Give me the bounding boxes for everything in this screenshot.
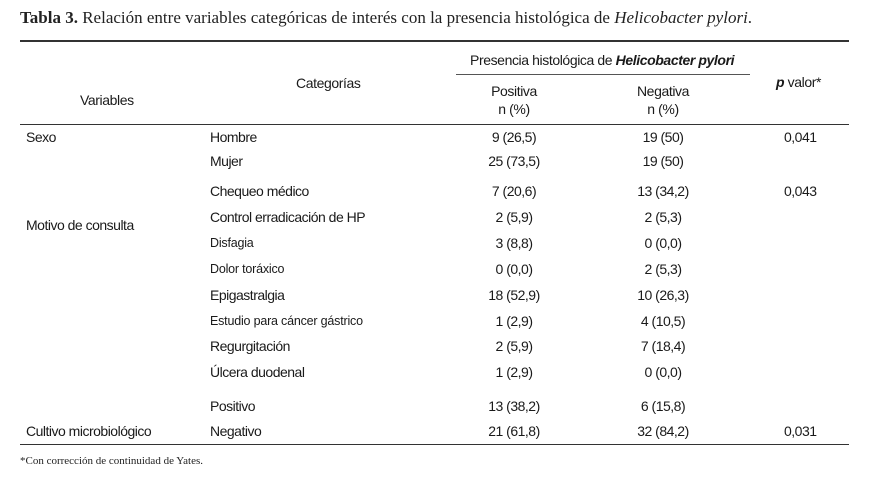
row-negativa: 4 (10,5) xyxy=(640,313,686,329)
row-positiva: 2 (5,9) xyxy=(495,209,533,225)
row-negativa: 0 (0,0) xyxy=(644,364,682,380)
group-sexo: Sexo xyxy=(26,129,56,145)
row-positiva: 7 (20,6) xyxy=(491,183,537,199)
row-category: Control erradicación de HP xyxy=(210,209,366,225)
row-category: Epigastralgia xyxy=(210,287,285,303)
row-category: Estudio para cáncer gástrico xyxy=(210,314,363,328)
header-positiva: Positiva xyxy=(491,83,537,99)
row-negativa: 19 (50) xyxy=(642,129,684,145)
row-category: Regurgitación xyxy=(210,338,290,354)
row-negativa: 19 (50) xyxy=(642,153,684,169)
row-category: Hombre xyxy=(210,129,257,145)
header-presencia-prefix: Presencia histológica de xyxy=(470,52,613,68)
row-category: Negativo xyxy=(210,423,262,439)
row-negativa: 10 (26,3) xyxy=(637,287,689,303)
header-positiva-unit: n (%) xyxy=(498,101,530,117)
row-positiva: 3 (8,8) xyxy=(495,235,533,251)
row-negativa: 13 (34,2) xyxy=(637,183,689,199)
row-positiva: 25 (73,5) xyxy=(488,153,540,169)
row-positiva: 21 (61,8) xyxy=(488,423,540,439)
caption-label: Tabla 3. xyxy=(20,8,78,27)
row-negativa: 32 (84,2) xyxy=(637,423,689,439)
top-rule xyxy=(20,40,849,42)
header-p-valor xyxy=(776,74,821,90)
bottom-rule xyxy=(20,444,849,445)
row-category: Úlcera duodenal xyxy=(210,364,305,380)
row-category: Chequeo médico xyxy=(210,183,309,199)
header-presencia-organism: Helicobacter pylori xyxy=(615,52,735,68)
header-bottom-rule xyxy=(20,124,849,125)
row-positiva: 0 (0,0) xyxy=(495,261,533,277)
table-footnote: *Con corrección de continuidad de Yates. xyxy=(20,455,203,467)
row-category: Dolor toráxico xyxy=(210,262,285,276)
caption-end: . xyxy=(747,8,753,27)
row-positiva: 1 (2,9) xyxy=(495,364,533,380)
row-category: Positivo xyxy=(210,398,256,414)
row-category: Mujer xyxy=(210,153,243,169)
row-positiva: 9 (26,5) xyxy=(491,129,537,145)
row-negativa: 2 (5,3) xyxy=(644,209,682,225)
header-negativa-unit: n (%) xyxy=(647,101,679,117)
group-motivo: Motivo de consulta xyxy=(26,217,134,233)
row-category: Disfagia xyxy=(210,236,254,250)
row-p-value: 0,041 xyxy=(784,129,817,145)
row-positiva: 2 (5,9) xyxy=(495,338,533,354)
row-p-value: 0,043 xyxy=(784,183,817,199)
group-cultivo: Cultivo microbiológico xyxy=(26,423,152,439)
row-negativa: 0 (0,0) xyxy=(644,235,682,251)
header-categorias: Categorías xyxy=(296,75,361,91)
row-negativa: 6 (15,8) xyxy=(640,398,686,414)
caption-text: Relación entre variables categóricas de interés con la presencia histológica de xyxy=(82,8,610,27)
row-positiva: 1 (2,9) xyxy=(495,313,533,329)
header-subrule xyxy=(456,74,750,75)
row-negativa: 7 (18,4) xyxy=(640,338,686,354)
table-caption xyxy=(20,8,752,28)
row-negativa: 2 (5,3) xyxy=(644,261,682,277)
caption-organism: Helicobacter pylori xyxy=(614,8,748,27)
header-presencia xyxy=(470,52,734,68)
header-p-italic: p xyxy=(776,74,785,90)
header-p-rest: valor* xyxy=(784,74,822,90)
row-positiva: 13 (38,2) xyxy=(488,398,540,414)
row-positiva: 18 (52,9) xyxy=(488,287,540,303)
header-negativa: Negativa xyxy=(636,83,690,99)
row-p-value: 0,031 xyxy=(784,423,817,439)
header-variables: Variables xyxy=(80,92,134,108)
